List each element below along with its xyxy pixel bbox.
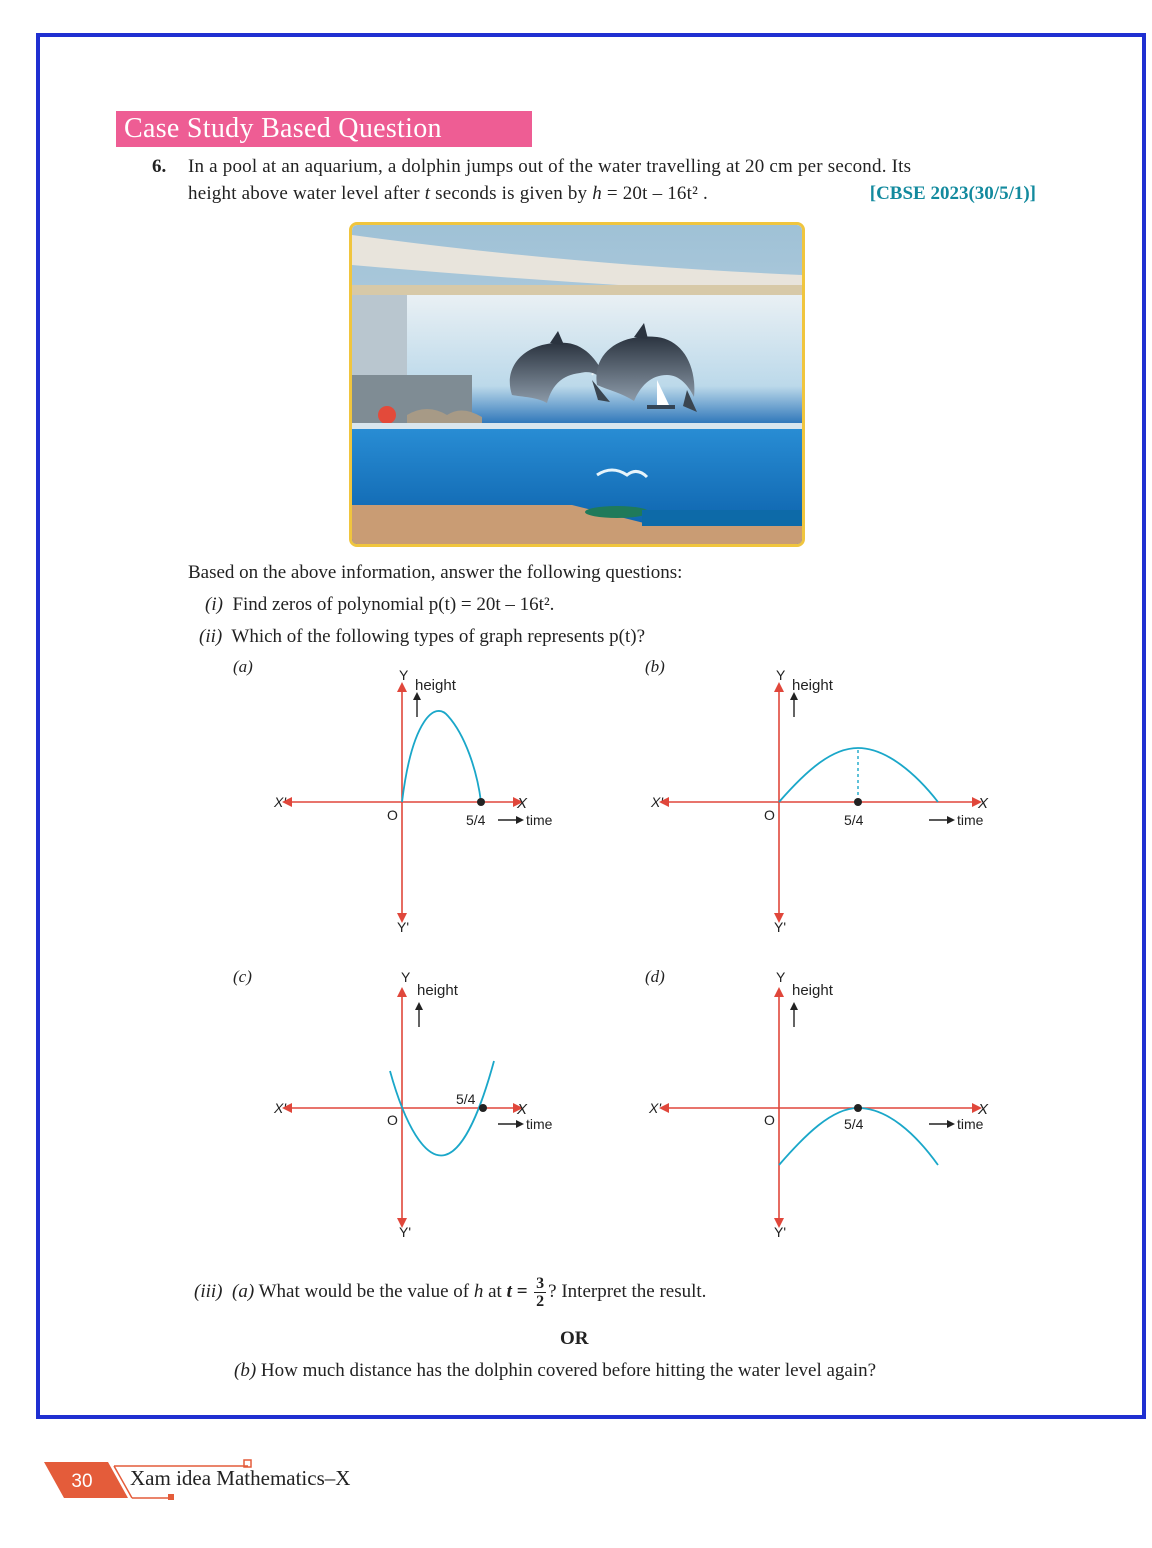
time-label: time: [957, 1116, 984, 1132]
option-c-label: (c): [233, 967, 252, 986]
or-separator: OR: [560, 1328, 589, 1349]
origin-label: O: [387, 1112, 398, 1128]
option-d-label: (d): [645, 967, 665, 986]
zero-label: 5/4: [466, 812, 486, 828]
y-prime-label: Y': [397, 919, 410, 935]
book-title: Xam idea Mathematics–X: [130, 1466, 351, 1490]
y-label: Y: [399, 667, 409, 683]
dolphin-photo: [349, 222, 805, 547]
time-label: time: [957, 812, 984, 828]
case-study-banner: Case Study Based Question: [116, 111, 532, 147]
x-label: X: [517, 1101, 528, 1118]
page-number: 30: [71, 1471, 93, 1492]
y-label: Y: [776, 969, 786, 985]
origin-label: O: [764, 1112, 775, 1128]
time-label: time: [526, 812, 553, 828]
question-line-2: height above water level after t seconds is given by h = 20t – 16t² .: [188, 183, 708, 204]
y-prime-label: Y': [399, 1224, 412, 1240]
time-label: time: [526, 1116, 553, 1132]
sub-question-ii: (ii) Which of the following types of graph represents p(t)?: [199, 626, 646, 647]
cbse-reference: [CBSE 2023(30/5/1)]: [869, 183, 1036, 204]
x-prime-label: X': [651, 794, 664, 810]
x-prime-label: X': [649, 1100, 662, 1116]
graph-a: [260, 660, 580, 940]
height-label: height: [417, 982, 458, 999]
x-label: X: [517, 795, 528, 812]
height-label: height: [792, 982, 833, 999]
height-label: height: [415, 677, 456, 694]
graph-d: [637, 965, 997, 1245]
option-a-label: (a): [233, 657, 253, 676]
intro-text: Based on the above information, answer the following questions:: [188, 562, 683, 583]
x-label: X: [978, 1101, 989, 1118]
zero-label: 5/4: [844, 812, 864, 828]
y-prime-label: Y': [774, 1224, 787, 1240]
sub-question-i: (i) Find zeros of polynomial p(t) = 20t – 16t².: [205, 594, 555, 615]
curve: [402, 711, 481, 802]
origin-label: O: [764, 807, 775, 823]
question-number: 6.: [152, 156, 167, 177]
graph-b: [637, 660, 997, 940]
question-line-1: In a pool at an aquarium, a dolphin jumps out of the water travelling at 20 cm per second. Its: [188, 156, 912, 177]
height-label: height: [792, 677, 833, 694]
y-label: Y: [401, 969, 411, 985]
zero-point: [479, 1104, 487, 1112]
sub-question-iii-b: (b) How much distance has the dolphin covered before hitting the water level again?: [234, 1360, 877, 1381]
y-prime-label: Y': [774, 919, 787, 935]
origin-label: O: [387, 807, 398, 823]
zero-point: [854, 1104, 862, 1112]
x-label: X: [978, 795, 989, 812]
y-label: Y: [776, 667, 786, 683]
zero-label: 5/4: [844, 1116, 864, 1132]
sub-question-iii-a: (iii) (a) What would be the value of h at t = $\frac{3}{2}$ ? Interpret the result.: [194, 1275, 707, 1311]
zero-point: [477, 798, 485, 806]
x-prime-label: X': [274, 794, 287, 810]
option-b-label: (b): [645, 657, 665, 676]
x-prime-label: X': [274, 1100, 287, 1116]
graph-c: [260, 965, 580, 1245]
zero-point: [854, 798, 862, 806]
zero-label: 5/4: [456, 1091, 476, 1107]
fraction-three-halves: $\frac{3}{2}$: [536, 1275, 545, 1311]
